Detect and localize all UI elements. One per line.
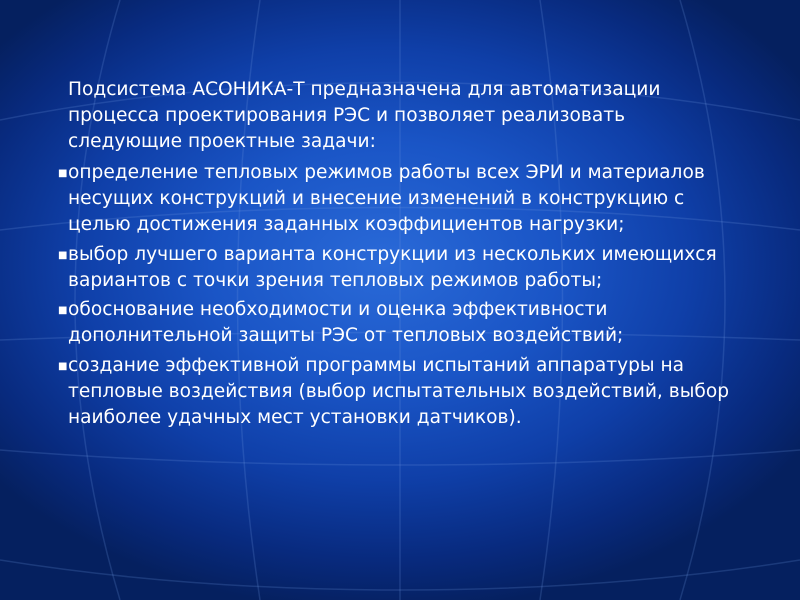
bullet-text: выбор лучшего варианта конструкции из нескольких имеющихся вариантов с точки зрения тепловых режимов работы;: [68, 243, 717, 291]
bullet-item-1: [58, 160, 742, 237]
bullet-marker-icon: ■: [58, 305, 68, 317]
text-body: [58, 77, 742, 434]
bullet-text: создание эффективной программы испытаний аппаратуры на тепловые воздействия (выбор испытательных воздействий, выбор наиболее удачных мест установки датчиков).: [68, 354, 730, 428]
bullet-text: определение тепловых режимов работы всех ЭРИ и материалов несущих конструкций и внесение изменений в конструкцию с целью достижения заданных коэффициентов нагрузки;: [68, 162, 705, 235]
intro-paragraph: Подсистема АСОНИКА-Т предназначена для автоматизации процесса проектирования РЭС и позволяет реализовать следующие проектные задачи:: [68, 79, 661, 152]
bullet-item-2: [58, 242, 742, 294]
bullet-item-3: [58, 297, 742, 349]
bullet-marker-icon: ■: [58, 168, 68, 180]
bullet-text: обоснование необходимости и оценка эффективности дополнительной защиты РЭС от тепловых воздействий;: [68, 299, 624, 347]
bullet-item-4: [58, 353, 742, 430]
bullet-marker-icon: ■: [58, 360, 68, 372]
bullet-marker-icon: ■: [58, 249, 68, 261]
